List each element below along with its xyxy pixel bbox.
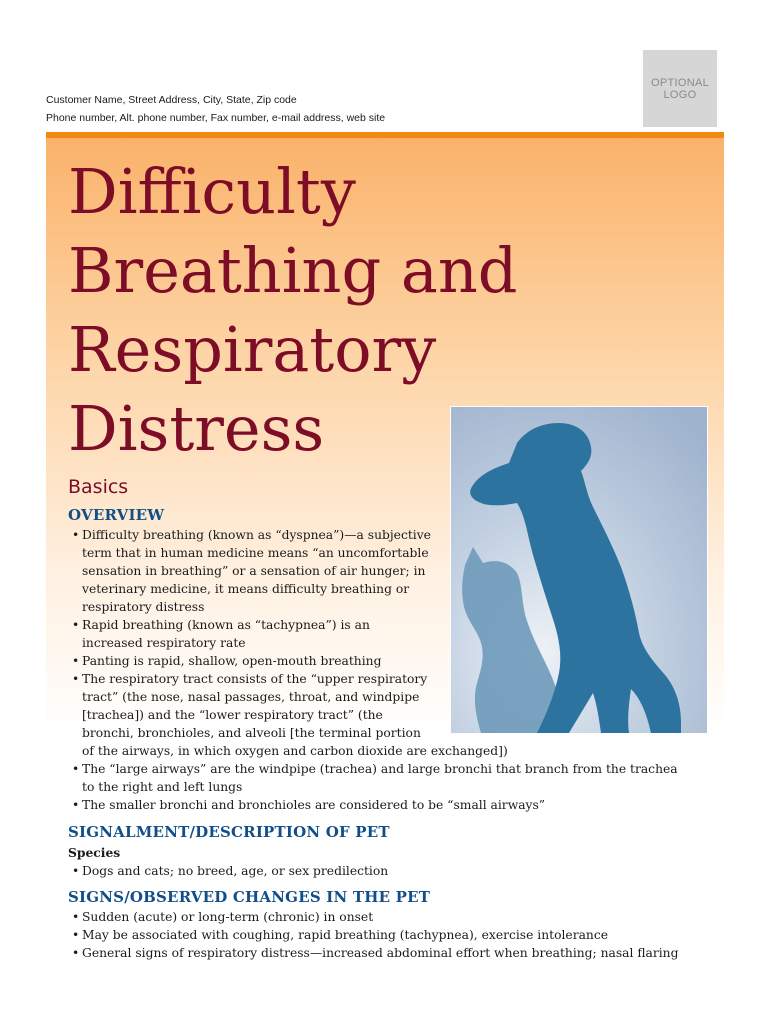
- contact-phone: Phone number, Alt. phone number, Fax number, e-mail address, web site: [46, 112, 386, 124]
- overview-list: [68, 526, 730, 814]
- list-item: • Sudden (acute) or long-term (chronic) in onset: [68, 908, 730, 926]
- list-item: • Dogs and cats; no breed, age, or sex predilection: [68, 862, 730, 880]
- title-line: Respiratory: [68, 313, 437, 386]
- list-item: • May be associated with coughing, rapid breathing (tachypnea), exercise intolerance: [68, 926, 730, 944]
- logo-text-line2: LOGO: [663, 88, 697, 101]
- overview-section: [68, 506, 730, 814]
- species-subheading: Species: [68, 845, 121, 860]
- list-item: • Panting is rapid, shallow, open-mouth breathing: [68, 652, 730, 670]
- title-line: Distress: [68, 392, 325, 465]
- list-item: • General signs of respiratory distress—increased abdominal effort when breathing; nasal flaring: [68, 944, 730, 962]
- logo-text-line1: OPTIONAL: [650, 76, 710, 89]
- list-item: • The respiratory tract consists of the “upper respiratory tract” (the nose, nasal passages, throat, and windpipe [trachea]) and the “lower respiratory tract” (the bronchi, bronchioles, and alveoli [the terminal portion of the airways, in which oxygen and carbon dioxide are exchanged]): [68, 670, 730, 760]
- contact-block: [46, 91, 385, 127]
- signalment-list: [68, 862, 730, 880]
- signalment-section: [68, 823, 730, 880]
- section-subtitle: Basics: [68, 476, 129, 498]
- signs-section: [68, 888, 730, 962]
- signs-list: [68, 908, 730, 962]
- optional-logo: [643, 50, 717, 127]
- contact-address: Customer Name, Street Address, City, State, Zip code: [46, 94, 297, 106]
- signs-heading: SIGNS/OBSERVED CHANGES IN THE PET: [68, 888, 431, 906]
- list-item: • Difficulty breathing (known as “dyspnea”)—a subjective term that in human medicine means “an uncomfortable sensation in breathing” or a sensation of air hunger; in veterinary medicine, it means difficulty breathing or respiratory distress: [68, 526, 730, 616]
- title-line: Breathing and: [68, 234, 518, 307]
- list-item: • The smaller bronchi and bronchioles are considered to be “small airways”: [68, 796, 730, 814]
- overview-heading: OVERVIEW: [68, 506, 165, 524]
- title-line: Difficulty: [68, 155, 356, 228]
- signalment-heading: SIGNALMENT/DESCRIPTION OF PET: [68, 823, 390, 841]
- list-item: • Rapid breathing (known as “tachypnea”) is an increased respiratory rate: [68, 616, 730, 652]
- list-item: • The “large airways” are the windpipe (trachea) and large bronchi that branch from the trachea to the right and left lungs: [68, 760, 730, 796]
